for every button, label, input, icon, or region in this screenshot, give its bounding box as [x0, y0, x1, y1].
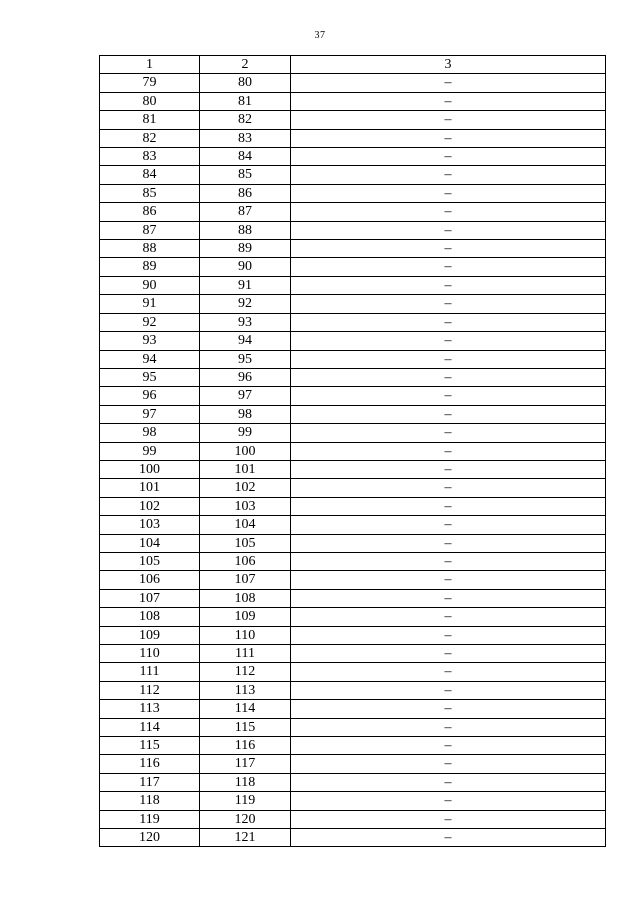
table-cell-col-2: 110: [200, 626, 291, 644]
table-row: [100, 516, 606, 534]
table-row: [100, 755, 606, 773]
table-row: [100, 148, 606, 166]
data-table: [99, 55, 606, 847]
table-cell-col-1: 112: [100, 681, 200, 699]
table-row: [100, 221, 606, 239]
table-cell-col-1: 99: [100, 442, 200, 460]
table-cell-col-3: –: [291, 148, 606, 166]
table-cell-col-3: –: [291, 810, 606, 828]
table-body: [100, 74, 606, 847]
column-header-3: 3: [291, 56, 606, 74]
table-cell-col-1: 109: [100, 626, 200, 644]
table-cell-col-3: –: [291, 663, 606, 681]
table-cell-col-3: –: [291, 792, 606, 810]
table-cell-col-1: 90: [100, 276, 200, 294]
table-cell-col-3: –: [291, 626, 606, 644]
table-cell-col-1: 120: [100, 829, 200, 847]
table-cell-col-3: –: [291, 350, 606, 368]
table-cell-col-1: 93: [100, 332, 200, 350]
table-cell-col-2: 119: [200, 792, 291, 810]
table-cell-col-1: 116: [100, 755, 200, 773]
table-cell-col-1: 89: [100, 258, 200, 276]
table-cell-col-2: 115: [200, 718, 291, 736]
table-cell-col-3: –: [291, 92, 606, 110]
table-cell-col-3: –: [291, 166, 606, 184]
table-cell-col-2: 97: [200, 387, 291, 405]
table-cell-col-3: –: [291, 405, 606, 423]
table-cell-col-1: 104: [100, 534, 200, 552]
table-cell-col-2: 98: [200, 405, 291, 423]
table-cell-col-1: 86: [100, 203, 200, 221]
table-row: [100, 111, 606, 129]
table-row: [100, 332, 606, 350]
table-cell-col-3: –: [291, 589, 606, 607]
table-cell-col-2: 93: [200, 313, 291, 331]
table-cell-col-2: 94: [200, 332, 291, 350]
table-cell-col-1: 82: [100, 129, 200, 147]
column-header-1: 1: [100, 56, 200, 74]
table-cell-col-3: –: [291, 552, 606, 570]
table-cell-col-2: 86: [200, 184, 291, 202]
table-cell-col-3: –: [291, 681, 606, 699]
table-cell-col-2: 102: [200, 479, 291, 497]
table-cell-col-3: –: [291, 221, 606, 239]
table-row: [100, 626, 606, 644]
table-cell-col-3: –: [291, 111, 606, 129]
table-cell-col-1: 92: [100, 313, 200, 331]
table-cell-col-2: 111: [200, 645, 291, 663]
table-cell-col-1: 83: [100, 148, 200, 166]
table-cell-col-3: –: [291, 240, 606, 258]
table-cell-col-1: 95: [100, 368, 200, 386]
table-cell-col-2: 96: [200, 368, 291, 386]
table-cell-col-2: 114: [200, 700, 291, 718]
table-cell-col-2: 82: [200, 111, 291, 129]
table-cell-col-2: 80: [200, 74, 291, 92]
table-row: [100, 681, 606, 699]
table-row: [100, 276, 606, 294]
table-cell-col-2: 112: [200, 663, 291, 681]
table-cell-col-2: 121: [200, 829, 291, 847]
table-cell-col-2: 83: [200, 129, 291, 147]
table-cell-col-1: 88: [100, 240, 200, 258]
table-row: [100, 589, 606, 607]
table-row: [100, 166, 606, 184]
table-cell-col-1: 81: [100, 111, 200, 129]
table-cell-col-3: –: [291, 479, 606, 497]
table-cell-col-2: 95: [200, 350, 291, 368]
table-cell-col-3: –: [291, 608, 606, 626]
table-cell-col-1: 111: [100, 663, 200, 681]
table-cell-col-2: 92: [200, 295, 291, 313]
table-cell-col-3: –: [291, 645, 606, 663]
table-cell-col-3: –: [291, 295, 606, 313]
table-cell-col-2: 99: [200, 424, 291, 442]
table-row: [100, 129, 606, 147]
table-row: [100, 718, 606, 736]
table-cell-col-3: –: [291, 718, 606, 736]
table-cell-col-1: 110: [100, 645, 200, 663]
table-cell-col-1: 105: [100, 552, 200, 570]
table-cell-col-1: 87: [100, 221, 200, 239]
table-cell-col-3: –: [291, 773, 606, 791]
table-cell-col-2: 106: [200, 552, 291, 570]
table-row: [100, 663, 606, 681]
table-cell-col-2: 120: [200, 810, 291, 828]
table-row: [100, 552, 606, 570]
table-row: [100, 184, 606, 202]
table-row: [100, 792, 606, 810]
table-cell-col-2: 103: [200, 497, 291, 515]
table-cell-col-3: –: [291, 424, 606, 442]
table-cell-col-1: 103: [100, 516, 200, 534]
table-cell-col-3: –: [291, 534, 606, 552]
table-row: [100, 645, 606, 663]
table-row: [100, 313, 606, 331]
table-cell-col-2: 109: [200, 608, 291, 626]
table-row: [100, 737, 606, 755]
table-cell-col-1: 119: [100, 810, 200, 828]
table-cell-col-2: 101: [200, 460, 291, 478]
table-cell-col-3: –: [291, 829, 606, 847]
table-cell-col-2: 91: [200, 276, 291, 294]
table-row: [100, 571, 606, 589]
table-cell-col-1: 98: [100, 424, 200, 442]
table-cell-col-1: 115: [100, 737, 200, 755]
table-row: [100, 92, 606, 110]
table-row: [100, 829, 606, 847]
table-cell-col-1: 108: [100, 608, 200, 626]
table-row: [100, 258, 606, 276]
table-row: [100, 479, 606, 497]
table-cell-col-1: 100: [100, 460, 200, 478]
table-cell-col-3: –: [291, 313, 606, 331]
table-cell-col-2: 100: [200, 442, 291, 460]
table-cell-col-3: –: [291, 184, 606, 202]
table-cell-col-2: 89: [200, 240, 291, 258]
table-cell-col-1: 118: [100, 792, 200, 810]
table-row: [100, 773, 606, 791]
table-cell-col-1: 107: [100, 589, 200, 607]
table-cell-col-1: 97: [100, 405, 200, 423]
table-cell-col-3: –: [291, 332, 606, 350]
table-cell-col-2: 90: [200, 258, 291, 276]
table-cell-col-2: 85: [200, 166, 291, 184]
table-row: [100, 442, 606, 460]
table-cell-col-3: –: [291, 368, 606, 386]
table-cell-col-3: –: [291, 203, 606, 221]
table-cell-col-2: 87: [200, 203, 291, 221]
table-cell-col-3: –: [291, 571, 606, 589]
table-cell-col-1: 106: [100, 571, 200, 589]
table-cell-col-3: –: [291, 442, 606, 460]
table-cell-col-2: 84: [200, 148, 291, 166]
table-row: [100, 534, 606, 552]
table-cell-col-3: –: [291, 129, 606, 147]
table-cell-col-1: 94: [100, 350, 200, 368]
table-cell-col-2: 81: [200, 92, 291, 110]
table-row: [100, 810, 606, 828]
column-header-2: 2: [200, 56, 291, 74]
table-cell-col-2: 88: [200, 221, 291, 239]
table-cell-col-2: 108: [200, 589, 291, 607]
table-cell-col-2: 107: [200, 571, 291, 589]
table-cell-col-2: 105: [200, 534, 291, 552]
table-cell-col-1: 101: [100, 479, 200, 497]
table-row: [100, 424, 606, 442]
table-cell-col-1: 113: [100, 700, 200, 718]
table-cell-col-3: –: [291, 737, 606, 755]
table-cell-col-3: –: [291, 700, 606, 718]
table-cell-col-1: 84: [100, 166, 200, 184]
table-cell-col-2: 118: [200, 773, 291, 791]
table-cell-col-3: –: [291, 258, 606, 276]
table-row: [100, 700, 606, 718]
table-cell-col-1: 117: [100, 773, 200, 791]
table-row: [100, 405, 606, 423]
page-number: 37: [314, 30, 326, 41]
table-cell-col-3: –: [291, 276, 606, 294]
table-row: [100, 240, 606, 258]
table-row: [100, 608, 606, 626]
table-row: [100, 350, 606, 368]
table-cell-col-3: –: [291, 74, 606, 92]
table-cell-col-2: 113: [200, 681, 291, 699]
table-header-row: [100, 56, 606, 74]
table-row: [100, 497, 606, 515]
table-row: [100, 387, 606, 405]
table-cell-col-2: 116: [200, 737, 291, 755]
table-cell-col-1: 102: [100, 497, 200, 515]
table-row: [100, 203, 606, 221]
table-cell-col-3: –: [291, 516, 606, 534]
table-row: [100, 295, 606, 313]
table-row: [100, 74, 606, 92]
table-cell-col-2: 104: [200, 516, 291, 534]
table-cell-col-1: 96: [100, 387, 200, 405]
table-cell-col-2: 117: [200, 755, 291, 773]
table-cell-col-1: 85: [100, 184, 200, 202]
table-row: [100, 368, 606, 386]
table-cell-col-3: –: [291, 387, 606, 405]
table-cell-col-1: 91: [100, 295, 200, 313]
table-cell-col-1: 79: [100, 74, 200, 92]
table-row: [100, 460, 606, 478]
table-cell-col-3: –: [291, 755, 606, 773]
table-cell-col-3: –: [291, 497, 606, 515]
table-cell-col-1: 80: [100, 92, 200, 110]
table-cell-col-1: 114: [100, 718, 200, 736]
table-cell-col-3: –: [291, 460, 606, 478]
